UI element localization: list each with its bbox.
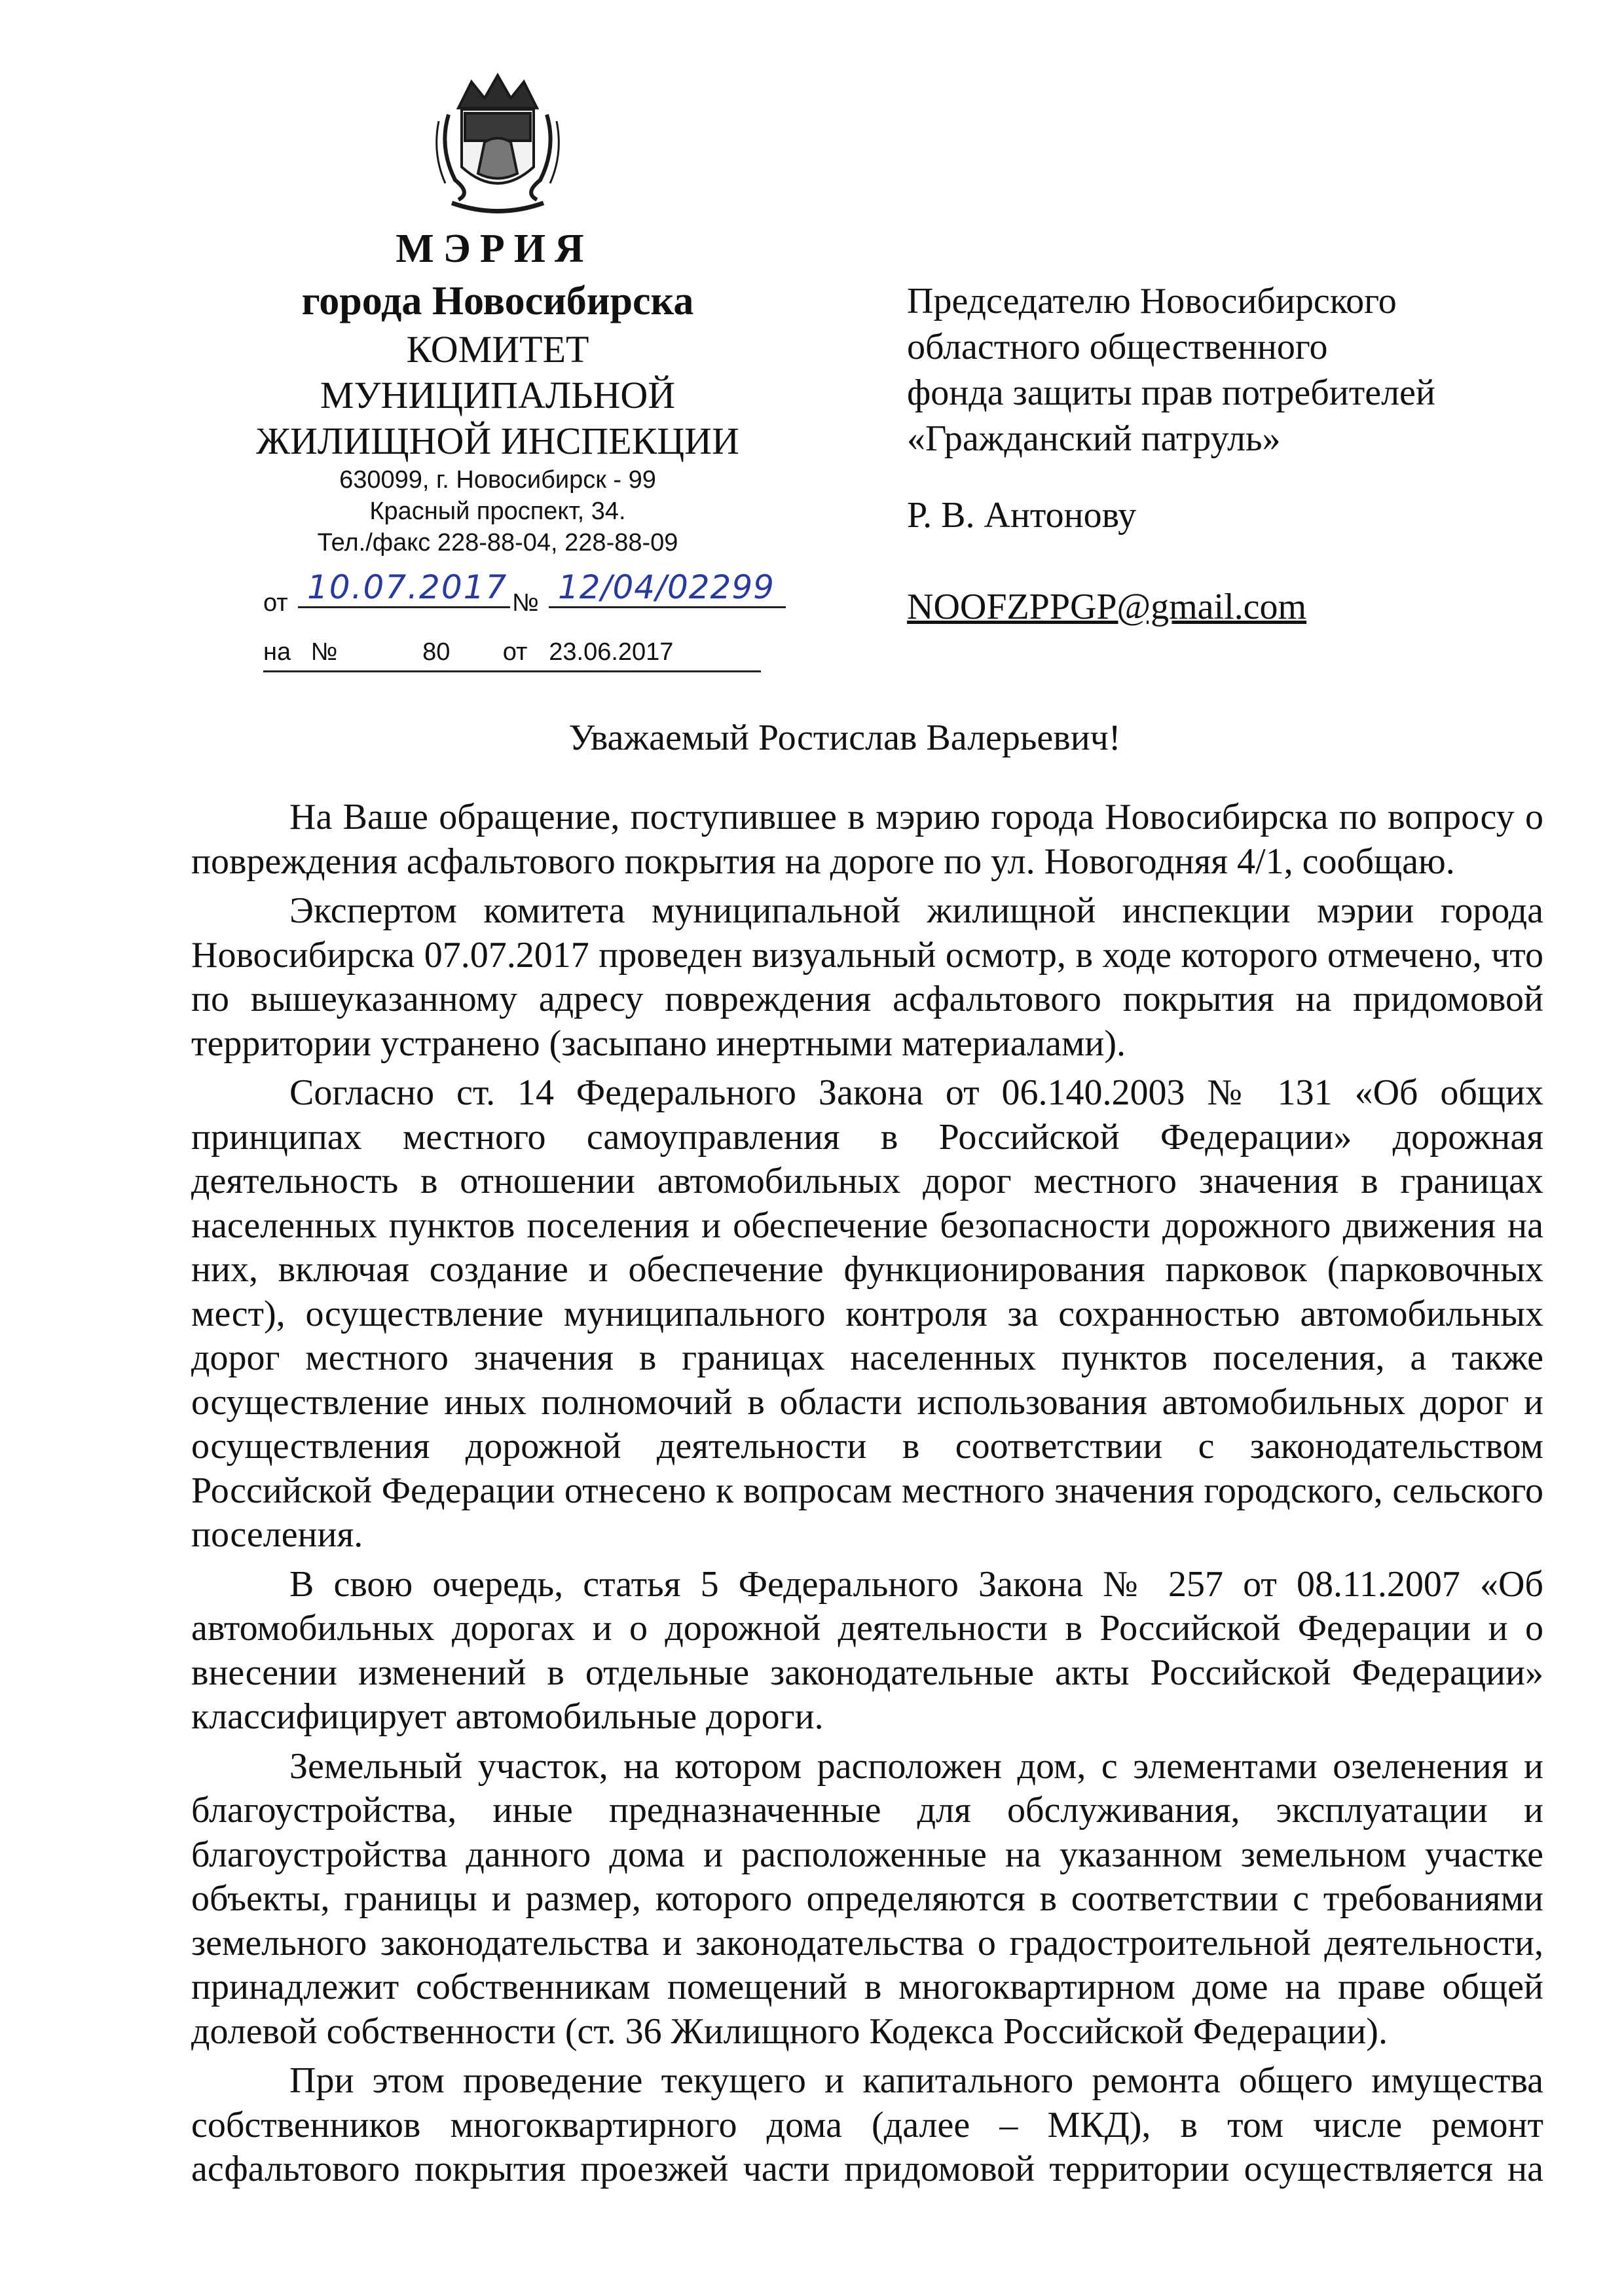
reply-on-label: на <box>263 638 291 666</box>
registration-number-label: № <box>512 589 539 617</box>
body-paragraph: Земельный участок, на котором расположен дом, с элементами озеленения и благоустройства, иные предназначенные для обслуживания, эксплуатации и благоустройства данного дома и расположенные на указанном земельном участке объекты, границы и размер, которого определяются в соответствии с требованиями земельного законодательства и законодательства о градостроительной деятельности, принадлежит собственникам помещений в многоквартирном доме на праве общей долевой собственности (ст. 36 Жилищного Кодекса Российской Федерации). <box>191 1745 1543 2052</box>
salutation: Уважаемый Ростислав Валерьевич! <box>568 718 1121 758</box>
reply-number-label: № <box>310 638 338 666</box>
reply-from-label: от <box>502 638 528 666</box>
novosibirsk-coat-of-arms-icon <box>419 69 576 226</box>
body-paragraph: При этом проведение текущего и капитального ремонта общего имущества собственников многоквартирного дома (далее – МКД), в том числе ремонт асфальтового покрытия проезжей части придомовой территории осуществляется на <box>191 2060 1543 2189</box>
addressee-line: областного общественного <box>907 327 1328 367</box>
addressee-block <box>907 278 1496 462</box>
addressee-line: Председателю Новосибирского <box>907 281 1397 321</box>
letter-body <box>191 795 1543 2192</box>
reply-date: 23.06.2017 <box>549 638 674 666</box>
addressee-email-link[interactable]: NOOFZPPGP@gmail.com <box>907 587 1307 627</box>
phone-fax-line: Тел./факс 228-88-04, 228-88-09 <box>317 529 678 556</box>
registration-from-label: от <box>263 589 288 617</box>
committee-line: ЖИЛИЩНОЙ ИНСПЕКЦИИ <box>256 420 739 462</box>
body-paragraph: Согласно ст. 14 Федерального Закона от 06.140.2003 № 131 «Об общих принципах местного самоуправления в Российской Федерации» дорожная деятельность в отношении автомобильных дорог местного значения в границах населенных пунктов поселения и обеспечение безопасности дорожного движения на них, включая создание и обеспечение функционирования парковок (парковочных мест), осуществление муниципального контроля за сохранностью автомобильных дорог местного значения в границах населенных пунктов поселения, а также осуществление иных полномочий в области использования автомобильных дорог и осуществления дорожной деятельности в соответствии с законодательством Российской Федерации отнесено к вопросам местного значения городского, сельского поселения. <box>191 1072 1543 1555</box>
committee-line: КОМИТЕТ <box>406 328 589 371</box>
city-name: города Новосибирска <box>301 279 694 323</box>
addressee-line: «Гражданский патруль» <box>907 418 1281 459</box>
addressee-line: фонда защиты прав потребителей <box>907 373 1435 413</box>
address-line: 630099, г. Новосибирск - 99 <box>339 466 656 494</box>
registration-number: 12/04/02299 <box>549 568 786 608</box>
registration-date: 10.07.2017 <box>298 568 510 608</box>
reply-number: 80 <box>422 638 451 666</box>
body-paragraph: В свою очередь, статья 5 Федерального Закона № 257 от 08.11.2007 «Об автомобильных дорогах и о дорожной деятельности в Российской Федерации и о внесении изменений в отдельные законодательные акты Российской Федерации» классифицирует автомобильные дороги. <box>191 1563 1543 1737</box>
body-paragraph: На Ваше обращение, поступившее в мэрию города Новосибирска по вопросу о повреждения асфальтового покрытия на дороге по ул. Новогодняя 4/1, сообщаю. <box>191 797 1543 882</box>
addressee-name: Р. В. Антонову <box>907 495 1137 536</box>
address-line: Красный проспект, 34. <box>369 498 626 525</box>
body-paragraph: Экспертом комитета муниципальной жилищной инспекции мэрии города Новосибирска 07.07.2017 проведен визуальный осмотр, в ходе которого отмечено, что по вышеуказанному адресу повреждения асфальтового покрытия на придомовой территории устранено (засыпано инертными материалами). <box>191 890 1543 1064</box>
committee-line: МУНИЦИПАЛЬНОЙ <box>320 374 676 416</box>
reply-reference <box>263 638 761 672</box>
mayor-office-title: МЭРИЯ <box>396 227 593 271</box>
